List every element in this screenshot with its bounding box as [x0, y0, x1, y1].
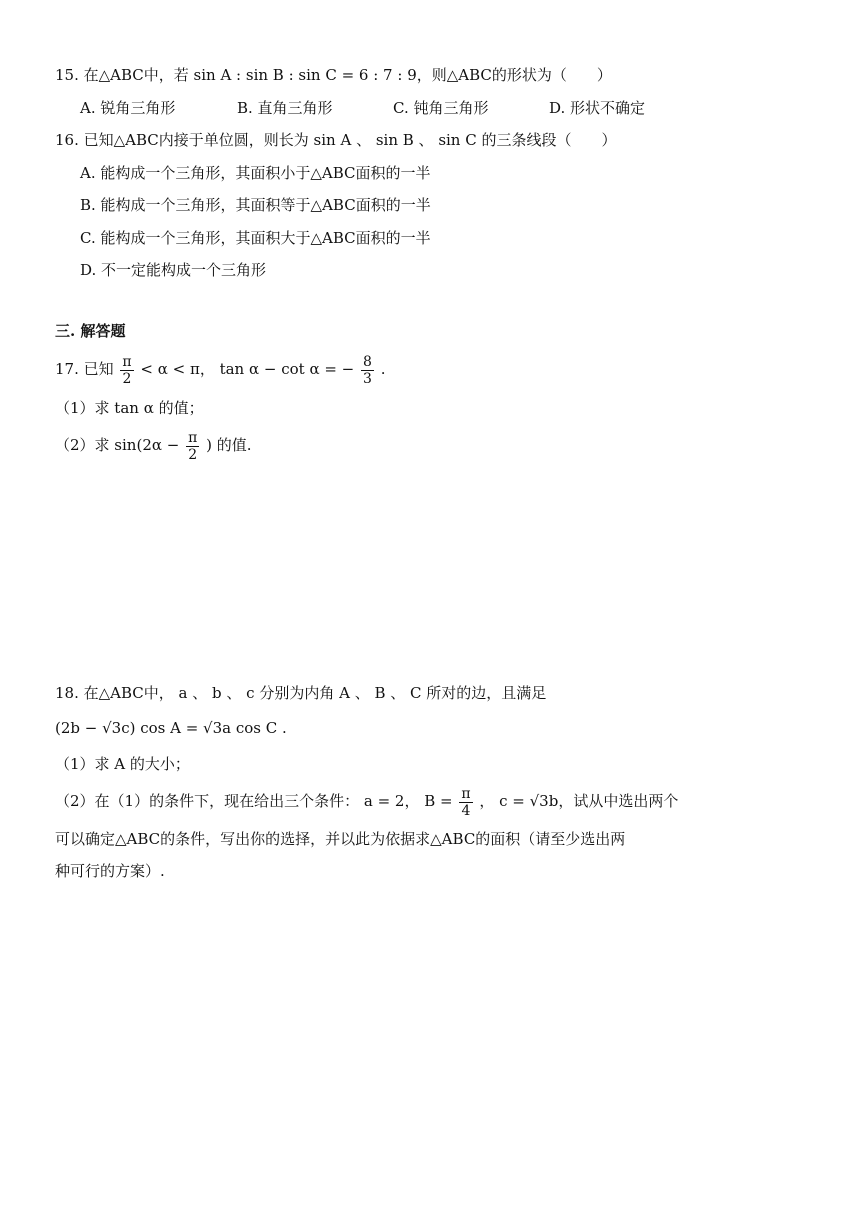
q17-inequality: < α < π， tan α − cot α = − — [140, 360, 355, 378]
q17-prefix: 17. 已知 — [55, 360, 114, 378]
q17-part1: （1）求 tan α 的值； — [55, 399, 204, 417]
q17-part2 — [55, 426, 252, 464]
q18-part2-prefix: （2）在（1）的条件下，现在给出三个条件： a = 2， B = — [55, 792, 453, 810]
q17-part2-denominator: 2 — [188, 446, 198, 463]
q16-option-b: B. 能构成一个三角形，其面积等于△ABC面积的一半 — [80, 196, 431, 214]
section-heading: 三. 解答题 — [55, 322, 126, 340]
q18-stem: 18. 在△ABC中， a 、 b 、 c 分别为内角 A 、 B 、 C 所对的边，且满足 — [55, 684, 547, 702]
q16-option-a: A. 能构成一个三角形，其面积小于△ABC面积的一半 — [80, 164, 431, 182]
q17-part2-fraction — [186, 430, 199, 463]
q16-stem: 16. 已知△ABC内接于单位圆，则长为 sin A 、 sin B 、 sin C 的三条线段（ ） — [55, 131, 617, 149]
q15-option-b: B. 直角三角形 — [237, 99, 333, 117]
q15-option-d: D. 形状不确定 — [549, 99, 646, 117]
q17-part2-numerator: π — [188, 429, 198, 446]
q18-part2-continued: 可以确定△ABC的条件，写出你的选择，并以此为依据求△ABC的面积（请至少选出两 — [55, 830, 626, 848]
q18-part2 — [55, 782, 678, 820]
q16-option-c: C. 能构成一个三角形，其面积大于△ABC面积的一半 — [80, 229, 431, 247]
q17-period: . — [380, 360, 386, 378]
q18-equation: (2b − √3c) cos A = √3a cos C . — [55, 719, 287, 737]
q17-stem — [55, 350, 386, 388]
q17-frac-denominator: 2 — [122, 370, 132, 387]
q18-part2-suffix: ， c = √3b，试从中选出两个 — [479, 792, 679, 810]
q16-option-d: D. 不一定能构成一个三角形 — [80, 261, 267, 279]
q15-option-c: C. 钝角三角形 — [393, 99, 489, 117]
q15-option-a: A. 锐角三角形 — [80, 99, 176, 117]
q17-part2-suffix: ) 的值. — [206, 436, 252, 454]
q15-stem: 15. 在△ABC中，若 sin A : sin B : sin C = 6 : 7 : 9，则△ABC的形状为（ ） — [55, 66, 612, 84]
q18-part2-end: 种可行的方案）. — [55, 862, 165, 880]
q17-frac2-numerator: 8 — [363, 353, 372, 370]
q17-frac-numerator: π — [122, 353, 132, 370]
q17-part2-prefix: （2）求 sin(2α − — [55, 436, 180, 454]
q17-fraction-8-over-3 — [361, 354, 374, 387]
q17-fraction-pi-over-2 — [120, 354, 133, 387]
q18-fraction-pi-over-4 — [459, 786, 472, 819]
q18-part1: （1）求 A 的大小； — [55, 755, 190, 773]
q17-frac2-denominator: 3 — [363, 370, 372, 387]
q18-frac-denominator: 4 — [461, 802, 471, 819]
q18-frac-numerator: π — [461, 785, 471, 802]
